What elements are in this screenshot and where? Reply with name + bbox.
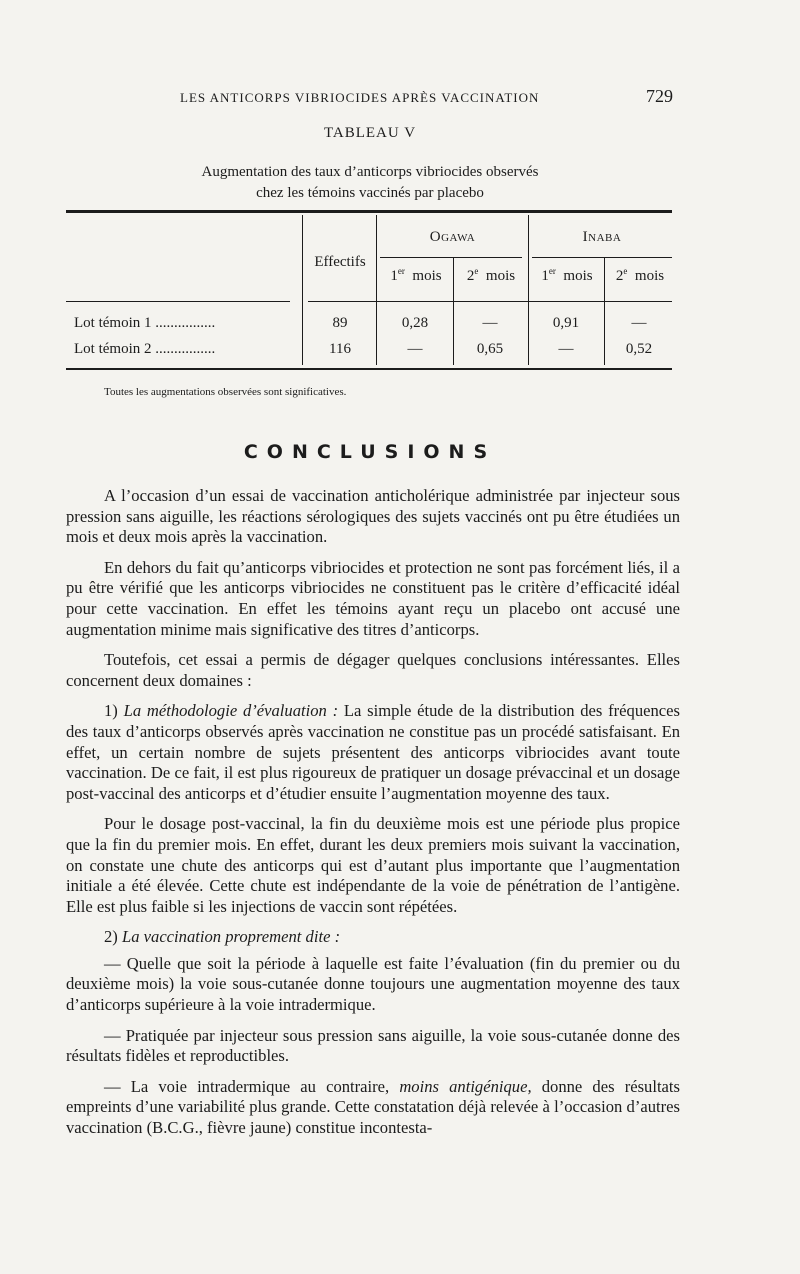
m2-num: 2: [615, 268, 624, 284]
body-text: [66, 486, 680, 1149]
table-row-2-effectifs: 116: [329, 341, 351, 357]
table-top-rule: [66, 210, 672, 213]
table-header-inaba-m2: [607, 268, 673, 285]
table-header-ogawa-m1: [380, 268, 452, 285]
page-number: 729: [646, 86, 673, 106]
table-bottom-rule: [66, 368, 672, 370]
paragraph-4: [66, 701, 680, 804]
table-header-rule-left: [66, 301, 290, 302]
paragraph-4-number: 1): [104, 701, 124, 721]
paragraph-9-end: donne des résultats empreints d’une variabilité plus grande. Cette constatation déjà relevée à l’occasion d’autres vaccination (B.C.G., fièvre jaune) constitue incontesta-: [66, 1076, 680, 1138]
m2-mois: mois: [485, 268, 516, 284]
table-header-inaba: Inaba: [582, 229, 622, 245]
paragraph-8: — Pratiquée par injecteur sous pression sans aiguille, la voie sous-cutanée donne des résultats fidèles et reproductibles.: [66, 1025, 680, 1066]
m1-sup: er: [548, 266, 556, 276]
m1-mois: mois: [412, 268, 442, 284]
m1-num: 1: [541, 268, 549, 284]
table-row-2-ogawa-m2: 0,65: [476, 341, 504, 357]
table-vline-2: [376, 215, 377, 365]
table-row-2-ogawa-m1: —: [407, 341, 423, 357]
table-group-rule-ogawa: [380, 257, 522, 258]
table-header-ogawa-m2: [456, 268, 526, 285]
paragraph-1: A l’occasion d’un essai de vaccination anticholérique administrée par injecteur sous pression sans aiguille, les réactions sérologiques des sujets vaccinés ont pu être étudiées un mois et deux mois après la vaccination.: [66, 486, 680, 547]
table-caption-line-1: Augmentation des taux d’anticorps vibriocides observés: [201, 164, 539, 180]
paragraph-3: Toutefois, cet essai a permis de dégager quelques conclusions intéressantes. Elles concernent deux domaines :: [66, 650, 680, 690]
table-label: TABLEAU V: [323, 125, 417, 141]
paragraph-2: En dehors du fait qu’anticorps vibriocides et protection ne sont pas forcément liés, il a pu être vérifié que les anticorps vibriocides ne constituent pas le critère d’efficacité idéal pour cette vaccination. En effet les témoins ayant reçu un placebo ont accusé une augmentation minime mais significative des titres d’anticorps.: [66, 557, 680, 639]
m2-num: 2: [466, 268, 475, 284]
table-header-ogawa: Ogawa: [429, 229, 476, 245]
m2-sup: e: [474, 266, 479, 276]
table-row-1-ogawa-m2: —: [482, 315, 498, 331]
table-caption-line-2: chez les témoins vaccinés par placebo: [256, 185, 484, 201]
table-header-effectifs: Effectifs: [314, 254, 366, 270]
m1-mois: mois: [563, 268, 593, 284]
paragraph-6: [66, 927, 680, 948]
table-row-1-effectifs: 89: [332, 315, 348, 331]
table-footnote: Toutes les augmentations observées sont significatives.: [104, 386, 347, 398]
table-row-1-ogawa-m1: 0,28: [401, 315, 429, 331]
paragraph-6-italic: La vaccination proprement dite :: [121, 927, 341, 947]
section-heading: CONCLUSIONS: [243, 441, 497, 463]
m1-sup: er: [397, 266, 405, 276]
m2-sup: e: [623, 266, 628, 276]
m2-mois: mois: [634, 268, 665, 284]
paragraph-4-italic: La méthodologie d’évaluation :: [123, 701, 339, 721]
table-row-1-inaba-m2: —: [631, 315, 647, 331]
paragraph-9-start: — La voie intradermique au contraire,: [104, 1076, 400, 1096]
paragraph-9-italic: moins antigénique,: [399, 1076, 532, 1096]
running-title: LES ANTICORPS VIBRIOCIDES APRÈS VACCINATION: [180, 90, 540, 105]
table-row-2-inaba-m1: —: [558, 341, 574, 357]
paragraph-7: — Quelle que soit la période à laquelle est faite l’évaluation (fin du premier ou du deuxième mois) la voie sous-cutanée donne toujours une augmentation moyenne des taux d’anticorps supérieure à la voie intradermique.: [66, 953, 680, 1015]
table-header-rule-right: [308, 301, 672, 302]
table-row-1-label: Lot témoin 1 ................: [74, 315, 216, 331]
paragraph-9: [66, 1077, 680, 1139]
paragraph-5: Pour le dosage post-vaccinal, la fin du deuxième mois est une période plus propice que la fin du premier mois. En effet, durant les deux premiers mois suivant la vaccination, on constate une chute des anticorps qui est d’autant plus importante que l’augmentation initiale a été élevée. Cette chute est indépendante de la voie de pénétration de l’antigène. Elle est plus faible si les injections de vaccin sont répétées.: [66, 814, 680, 916]
table-row-2-inaba-m2: 0,52: [625, 341, 653, 357]
m1-num: 1: [390, 268, 398, 284]
table-header-inaba-m1: [531, 268, 603, 285]
table-row-2-label: Lot témoin 2 ................: [74, 341, 216, 357]
paragraph-6-number: 2): [104, 927, 122, 947]
table-row-1-inaba-m1: 0,91: [552, 315, 580, 331]
table-caption: [0, 162, 740, 204]
table-vline-1: [302, 215, 303, 365]
table-group-rule-inaba: [532, 257, 672, 258]
paragraph-4-text: La simple étude de la distribution des fréquences des taux d’anticorps observés après vaccination ne constitue pas un procédé satisfaisant. En effet, un certain nombre de sujets présentent des anticorps vibriocides avant toute vaccination. De ce fait, il est plus rigoureux de pratiquer un dosage prévaccinal et un dosage post-vaccinal des anticorps et d’étudier ensuite l’augmentation moyenne des taux.: [66, 701, 680, 803]
